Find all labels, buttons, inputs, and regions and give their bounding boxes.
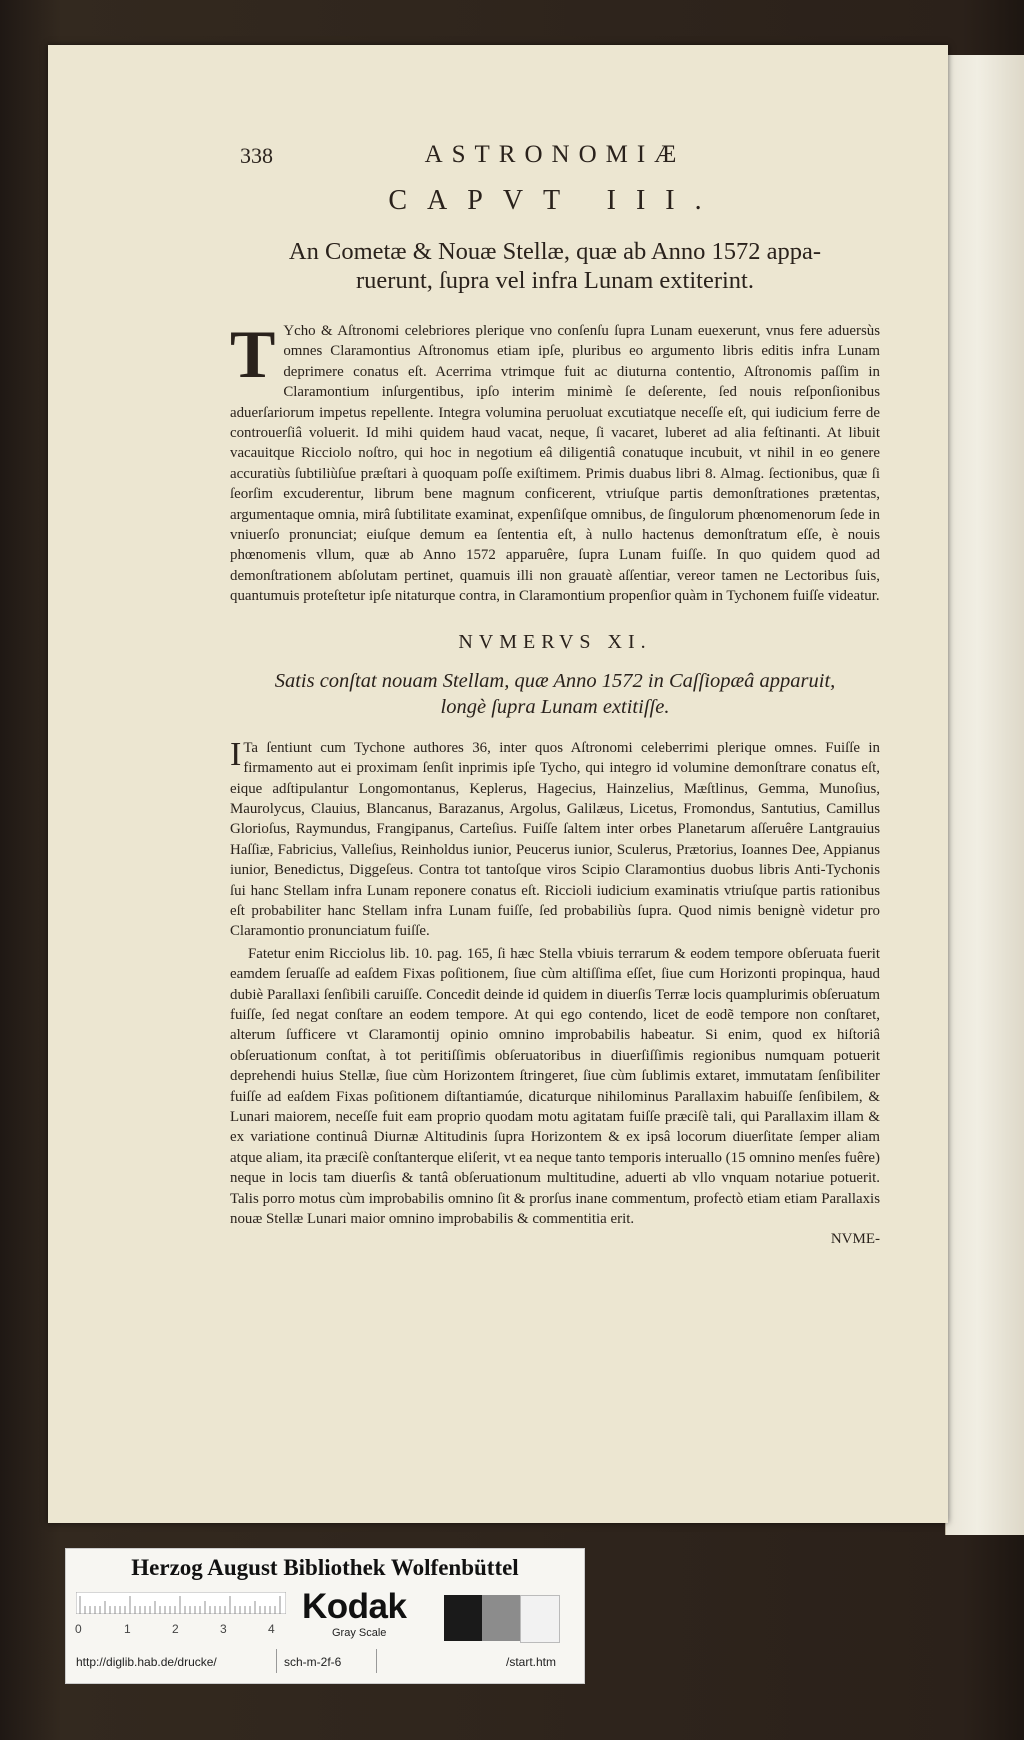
ruler-number-4: 4 — [268, 1622, 275, 1636]
section-heading — [230, 668, 880, 720]
page-number: 338 — [240, 143, 273, 168]
paragraph-3: Fatetur enim Ricciolus lib. 10. pag. 165, ſi hæc Stella vbiuis terrarum & eodem tempore obſeruata fuerit eamdem ſeruaſſe ad eaſdem Fixas poſitionem, ſiue cùm altiſſima eſſet, ſiue cum Horizonti propinqua, haud dubiè Parallaxi ſenſibili caruiſſe. Concedit deinde id quidem in diuerſis Terræ locis quamplurimis obſeruatum fuiſſe, ſed negat conſtare an eodem tempore. At qui ego contendo, licet de eodẽ tempore non conſtaret, alterum ſufficere vt Claramontij opinio omnino improbabilis habeatur. Si enim, quod ex hiſtoriâ obſeruationum conſtat, à tot peritiſſimis obſeruatoribus in diuerſiſſimis regionibus numquam potuerit deprehendi huius Stellæ, ſiue cùm Horizontem ſtringeret, ſiue cùm ſublimis extaret, immutatam ſenſibiliter fuiſſe ad eaſdem Fixas poſitionem diſtantiamúe, dicaturque nihilominus Parallaxim habuiſſe ſenſibilem, & Lunari maiorem, neceſſe fuit eam proprio quodam motu agitatam fuiſſe præciſè tali, qui Parallaxim illam & ex variatione continuâ Diurnæ Altitudinis ſupra Horizontem & ex ipsâ locorum diuerſitate ſemper aliam atque aliam, ita præciſè conſtanterque eliſerit, vt ea neque tanto temporis interuallo (15 omnino menſes fuêre) neque in locis tam diuerſis & tantâ obſeruationum multitudine, aduerti ab vllo vnquam notariue potuerit. Talis porro motus cùm improbabilis omnino ſit & prorſus inane commentum, profectò etiam etiam Parallaxis nouæ Stellæ Lunari maior omnino improbabilis & commentitia erit. — [230, 945, 880, 1228]
library-label-card — [65, 1548, 585, 1684]
page-content — [230, 135, 880, 1515]
library-name: Herzog August Bibliothek Wolfenbüttel — [131, 1555, 519, 1580]
chapter-heading — [230, 237, 880, 295]
drop-cap-initial: T — [230, 316, 276, 392]
swatch-black — [444, 1595, 482, 1641]
ruler-number-0: 0 — [75, 1622, 82, 1636]
swatch-gray — [482, 1595, 520, 1641]
paragraph-2-text: Ta ſentiunt cum Tychone authores 36, inter quos Aſtronomi celeberrimi plerique omnes. Fuiſſe in firmamento aut ei proximam ſenſit inprimis ipſe Tycho, qui integro id volumine demonſtrare conatus eſt, eique adſtipulantur Longomontanus, Keplerus, Hagecius, Hainzelius, Mæſtlinus, Gemma, Munoſius, Maurolycus, Clauius, Blancanus, Barazanus, Argolus, Galilæus, Licetus, Fromondus, Santutius, Camillus Glorioſus, Raymundus, Frangipanus, Carteſius. Fuiſſe ſaltem inter orbes Planetarum aſſeruêre Lantgrauius Haſſiæ, Fabricius, Valleſius, Reinholdus iunior, Peucerus iunior, Sculerus, Prætorius, Ioannes Dee, Appianus iunior, Benedictus, Diggeſeus. Contra tot tantoſque viros Scipio Claramontius duobus libris Anti-Tychonis ſui hanc Stellam infra Lunam reponere conatus eſt. Riccioli iudicium examinatis vtriuſque partis rationibus eſt probabiliter hanc Stellam infra Lunam fuiſſe, ſed probabiliùs ſupra. Quod nimis benignè videtur pro Claramontio pronunciatum fuiſſe. — [230, 739, 880, 940]
chapter-heading-line2: ruerunt, ſupra vel infra Lunam extiterint. — [356, 267, 754, 294]
facing-page-edge — [945, 55, 1024, 1535]
ruler-number-3: 3 — [220, 1622, 227, 1636]
paragraph-2 — [230, 735, 880, 942]
section-heading-line1: Satis conſtat nouam Stellam, quæ Anno 1572 in Caſſiopæâ apparuit, — [274, 669, 836, 692]
section-heading-line2: longè ſupra Lunam extitiſſe. — [440, 695, 670, 718]
section-number-title: NVMERVS XI. — [458, 630, 652, 653]
initial-letter: I — [230, 735, 242, 773]
catchword: NVME- — [830, 1231, 880, 1248]
ruler-number-2: 2 — [172, 1622, 179, 1636]
url-start: /start.htm — [506, 1655, 557, 1669]
chapter-heading-line1: An Cometæ & Nouæ Stellæ, quæ ab Anno 1572 appa- — [288, 238, 822, 265]
url-code: sch-m-2f-6 — [284, 1655, 342, 1669]
running-head — [230, 135, 880, 175]
paragraph-1-text: Ycho & Aſtronomi celebriores plerique vno conſenſu ſupra Lunam euexerunt, vnus fere aduersùs omnes Claramontius Aſtronomus etiam ipſe, pluribus eo argumento libris editis infra Lunam deprimere conatus eſt. Acerrima vtrimque fuit ac diuturna contentio, Aſtronomis paſſim in Claramontium inſurgentibus, ipſo interim minimè ſe deſerente, ſed nouis reſponſionibus aduerſariorum impetus repellente. Integra volumina peruoluat excutiatque neceſſe eſt, qui iudicium ferre de controuerſiâ voluerit. Id mihi quidem haud vacat, neque, ſi vacaret, luberet ad alia feſtinanti. At libuit vacauitque Ricciolo noſtro, qui hoc in negotium eâ diligentiâ conatuque incubuit, vt nihil in eo genere accuratiùs ſubtiliùſue præſtari à quoquam poſſe exiſtimem. Primis duabus libri 8. Almag. ſectionibus, quæ ſi ſeorſim excuderentur, librum bene magnum conficerent, vtriuſque partis demonſtrationes prætentas, argumentaque omnia, mirâ ſubtilitate examinat, expenſiſque omnibus, de ſingulorum phœnomenorum ſede in vniuerſo pronunciat; eiuſque demum ea ſententia eſt, à nullo hactenus demonſtratum eſſe, è nouis phœnomenis vllum, quæ ab Anno 1572 apparuêre, ſupra Lunam fuiſſe. In quo quidem quod ad demonſtrationem abſolutam pertinet, quamuis illi non grauatè aſſentiar, vereor tamen ne Lectoribus ſuis, quantumuis proteſtetur ipſe nitaturque contra, in Claramontium propenſior quàm in Tychonem fuiſſe videatur. — [230, 323, 880, 605]
paragraph-1 — [230, 316, 880, 607]
kodak-logo: Kodak — [302, 1587, 407, 1626]
label-divider-2 — [376, 1649, 377, 1673]
scale-ruler — [76, 1592, 286, 1614]
running-title: ASTRONOMIÆ — [424, 141, 686, 168]
gray-scale-label: Gray Scale — [332, 1627, 387, 1639]
label-divider-1 — [276, 1649, 277, 1673]
ruler-number-1: 1 — [124, 1622, 131, 1636]
chapter-title: CAPVT III. — [388, 185, 722, 216]
url-base: http://diglib.hab.de/drucke/ — [76, 1655, 217, 1669]
swatch-white — [520, 1595, 560, 1643]
